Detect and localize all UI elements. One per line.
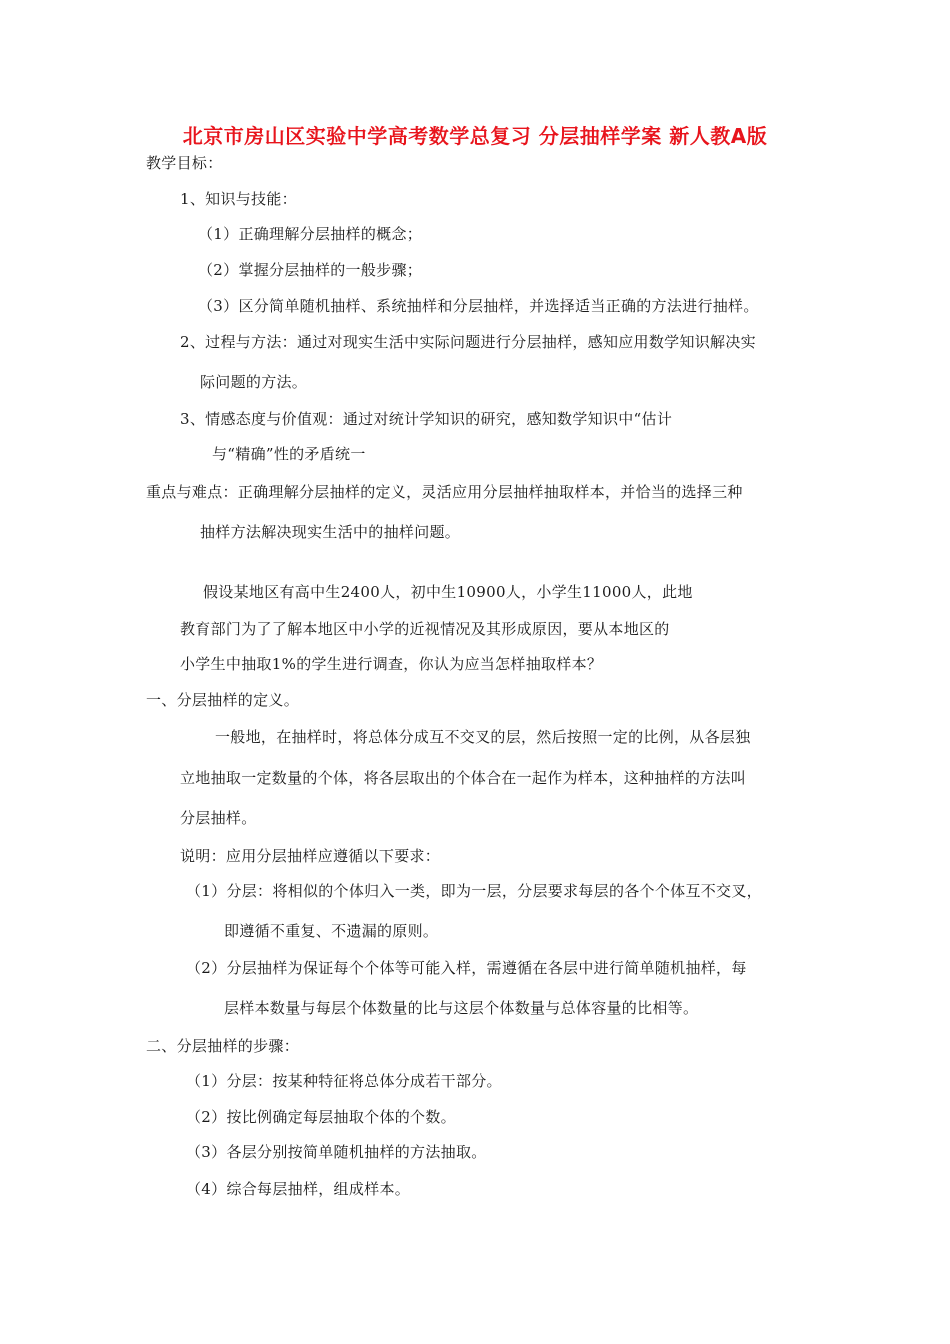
objective-3-line: 与“精确”性的矛盾统一 (212, 445, 366, 463)
problem-line: 假设某地区有高中生2400人，初中生10900人，小学生11000人，此地 (203, 583, 693, 601)
definition-line: 立地抽取一定数量的个体，将各层取出的个体合在一起作为样本，这种抽样的方法叫 (180, 769, 747, 787)
requirement-line: 即遵循不重复、不遗漏的原则。 (224, 922, 439, 940)
requirement-line: （1）分层：将相似的个体归入一类，即为一层，分层要求每层的各个个体互不交叉， (186, 882, 762, 900)
objective-3-line: 3、情感态度与价值观：通过对统计学知识的研究，感知数学知识中“估计 (180, 410, 673, 428)
requirement-line: （2）分层抽样为保证每个个体等可能入样，需遵循在各层中进行简单随机抽样，每 (186, 959, 747, 977)
objective-2-line: 2、过程与方法：通过对现实生活中实际问题进行分层抽样，感知应用数学知识解决实 (180, 333, 756, 351)
section-1-heading: 一、分层抽样的定义。 (146, 691, 300, 709)
objectives-heading: 教学目标： (146, 154, 223, 172)
step-item: （1）分层：按某种特征将总体分成若干部分。 (186, 1072, 502, 1090)
objective-1-item: （1）正确理解分层抽样的概念； (198, 225, 423, 243)
objective-1-heading: 1、知识与技能： (180, 190, 297, 208)
key-points-line: 抽样方法解决现实生活中的抽样问题。 (200, 523, 461, 541)
step-item: （4）综合每层抽样，组成样本。 (186, 1180, 411, 1198)
step-item: （2）按比例确定每层抽取个体的个数。 (186, 1108, 456, 1126)
page-title: 北京市房山区实验中学高考数学总复习 分层抽样学案 新人教A版 (182, 124, 768, 148)
section-2-heading: 二、分层抽样的步骤： (146, 1037, 300, 1055)
objective-2-line: 际问题的方法。 (200, 373, 308, 391)
objective-1-item: （2）掌握分层抽样的一般步骤； (198, 261, 423, 279)
objective-1-item: （3）区分简单随机抽样、系统抽样和分层抽样，并选择适当正确的方法进行抽样。 (198, 297, 759, 315)
definition-line: 一般地，在抽样时，将总体分成互不交叉的层，然后按照一定的比例，从各层独 (215, 728, 751, 746)
problem-line: 教育部门为了了解本地区中小学的近视情况及其形成原因，要从本地区的 (180, 620, 670, 638)
key-points-line: 重点与难点：正确理解分层抽样的定义，灵活应用分层抽样抽取样本，并恰当的选择三种 (146, 483, 743, 501)
step-item: （3）各层分别按简单随机抽样的方法抽取。 (186, 1143, 487, 1161)
requirement-line: 层样本数量与每层个体数量的比与这层个体数量与总体容量的比相等。 (224, 999, 699, 1017)
definition-line: 分层抽样。 (180, 809, 257, 827)
note-heading: 说明：应用分层抽样应遵循以下要求： (180, 847, 441, 865)
problem-line: 小学生中抽取1%的学生进行调查，你认为应当怎样抽取样本？ (180, 655, 603, 673)
